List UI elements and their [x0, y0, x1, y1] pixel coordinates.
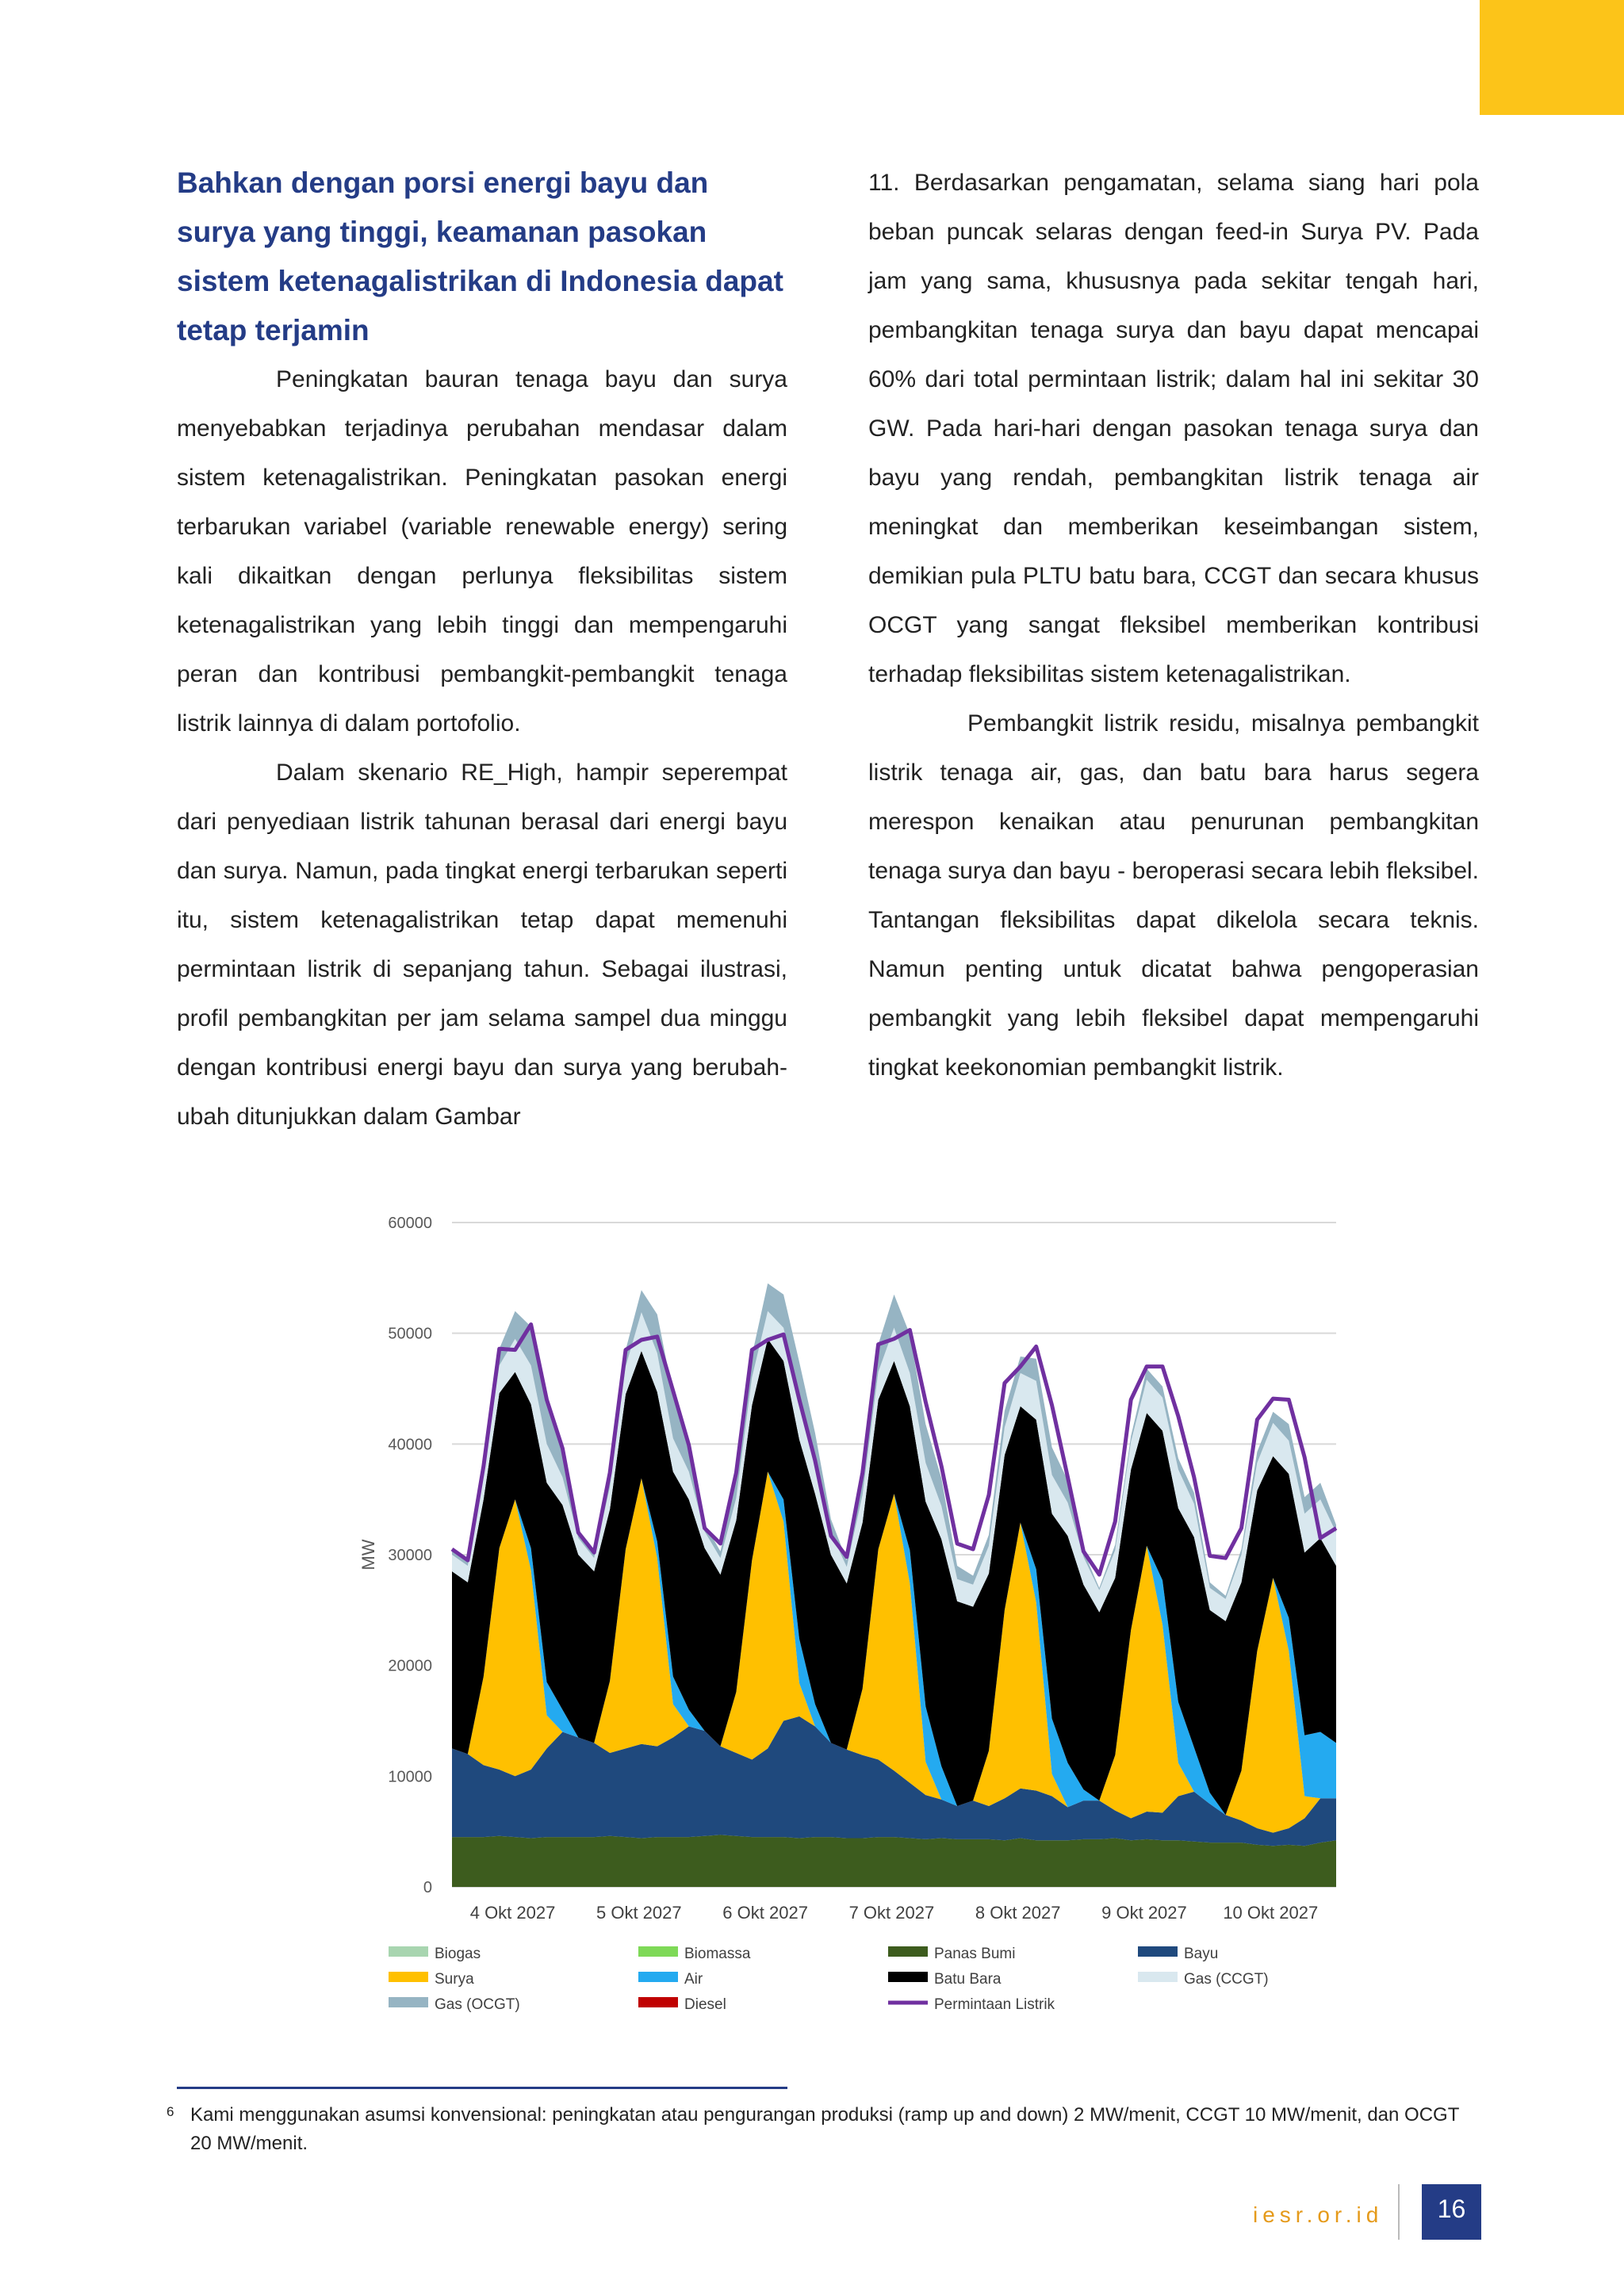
legend-swatch-diesel — [638, 1997, 678, 2007]
legend-label-surya: Surya — [435, 1971, 474, 1988]
x-tick-label: 8 Okt 2027 — [975, 1903, 1061, 1923]
legend-swatch-surya — [389, 1972, 428, 1982]
paragraph-4: Pembangkit listrik residu, misalnya pembangkit listrik tenaga air, gas, dan batu bara harus segera merespon kenaikan atau penurunan pembangkitan tenaga surya dan bayu - beroperasi secara lebih fleksibel. Tantangan fleksibilitas dapat dikelola secara teknis. Namun penting untuk dicatat bahwa pengoperasian pembangkit yang lebih fleksibel dapat mempengaruhi tingkat keekonomian pembangkit listrik. — [868, 710, 1479, 1081]
corner-accent-tab — [1480, 0, 1624, 115]
y-tick-label: 30000 — [388, 1547, 432, 1564]
legend-swatch-biomassa — [638, 1946, 678, 1957]
legend-label-gas-ocgt: Gas (OCGT) — [435, 1996, 520, 2013]
y-tick-label: 20000 — [388, 1657, 432, 1675]
generation-profile-chart — [341, 1201, 1364, 2026]
y-axis-label: MW — [358, 1539, 378, 1571]
legend-swatch-panas-bumi — [888, 1946, 928, 1957]
left-column — [177, 159, 787, 1142]
legend-label-gas-ccgt: Gas (CCGT) — [1184, 1971, 1269, 1988]
legend-swatch-gas-ocgt — [389, 1997, 428, 2007]
legend-label-panas-bumi: Panas Bumi — [934, 1946, 1016, 1962]
y-tick-label: 40000 — [388, 1436, 432, 1454]
y-tick-label: 10000 — [388, 1768, 432, 1786]
footnote-text: Kami menggunakan asumsi konvensional: peningkatan atau pengurangan produksi (ramp up and down) 2 MW/menit, CCGT 10 MW/menit, dan OCGT 20 MW/menit. — [190, 2104, 1459, 2154]
y-tick-label: 60000 — [388, 1215, 432, 1232]
footnote-mark: 6 — [167, 2104, 174, 2119]
generation-profile-figure — [341, 1201, 1364, 2026]
section-heading: Bahkan dengan porsi energi bayu dan surya yang tinggi, keamanan pasokan sistem ketenagalistrikan di Indonesia dapat tetap terjamin — [177, 166, 783, 346]
paragraph-2: Dalam skenario RE_High, hampir seperempat dari penyediaan listrik tahunan berasal dari energi bayu dan surya. Namun, pada tingkat energi terbarukan seperti itu, sistem ketenagalistrikan tetap dapat memenuhi permintaan listrik di sepanjang tahun. Sebagai ilustrasi, profil pembangkitan per jam selama sampel dua minggu dengan kontribusi energi bayu dan surya yang berubah-ubah ditunjukkan dalam Gambar — [177, 760, 787, 1130]
x-tick-label: 5 Okt 2027 — [596, 1903, 682, 1923]
legend-label-biogas: Biogas — [435, 1946, 481, 1962]
legend-label-biomassa: Biomassa — [684, 1946, 751, 1962]
x-tick-label: 6 Okt 2027 — [722, 1903, 808, 1923]
paragraph-3: 11. Berdasarkan pengamatan, selama siang hari pola beban puncak selaras dengan feed-in Surya PV. Pada jam yang sama, khususnya pada sekitar tengah hari, pembangkitan tenaga surya dan bayu dapat mencapai 60% dari total permintaan listrik; dalam hal ini sekitar 30 GW. Pada hari-hari dengan pasokan tenaga surya dan bayu yang rendah, pembangkitan listrik tenaga air meningkat dan memberikan keseimbangan sistem, demikian pula PLTU batu bara, CCGT dan secara khusus OCGT yang sangat fleksibel memberikan kontribusi terhadap fleksibilitas sistem ketenagalistrikan. — [868, 170, 1479, 687]
legend-swatch-gas-ccgt — [1138, 1972, 1178, 1982]
legend-label-permintaan-listrik: Permintaan Listrik — [934, 1996, 1055, 2013]
legend-label-batu-bara: Batu Bara — [934, 1971, 1002, 1988]
area-panas-bumi — [452, 1835, 1336, 1887]
x-tick-label: 7 Okt 2027 — [848, 1903, 935, 1923]
paragraph-1: Peningkatan bauran tenaga bayu dan surya menyebabkan terjadinya perubahan mendasar dalam sistem ketenagalistrikan. Peningkatan pasokan energi terbarukan variabel (variable renewable energy) sering kali dikaitkan dengan perlunya fleksibilitas sistem ketenagalistrikan yang lebih tinggi dan mempengaruhi peran dan kontribusi pembangkit-pembangkit tenaga listrik lainnya di dalam portofolio. — [177, 366, 787, 737]
footnote-rule — [177, 2087, 787, 2089]
page-divider — [1398, 2184, 1400, 2240]
x-tick-label: 4 Okt 2027 — [469, 1903, 556, 1923]
legend-label-diesel: Diesel — [684, 1996, 726, 2013]
legend-swatch-air — [638, 1972, 678, 1982]
x-tick-label: 10 Okt 2027 — [1223, 1903, 1319, 1923]
legend-swatch-biogas — [389, 1946, 428, 1957]
legend-label-bayu: Bayu — [1184, 1946, 1219, 1962]
legend-swatch-batu-bara — [888, 1972, 928, 1982]
legend-label-air: Air — [684, 1971, 703, 1988]
page-number: 16 — [1422, 2184, 1481, 2240]
y-tick-label: 0 — [423, 1879, 432, 1896]
y-tick-label: 50000 — [388, 1325, 432, 1343]
footnote — [167, 2101, 1475, 2158]
x-tick-label: 9 Okt 2027 — [1101, 1903, 1187, 1923]
right-column — [868, 159, 1479, 1093]
legend-swatch-bayu — [1138, 1946, 1178, 1957]
site-link[interactable]: iesr.or.id — [1253, 2202, 1384, 2227]
